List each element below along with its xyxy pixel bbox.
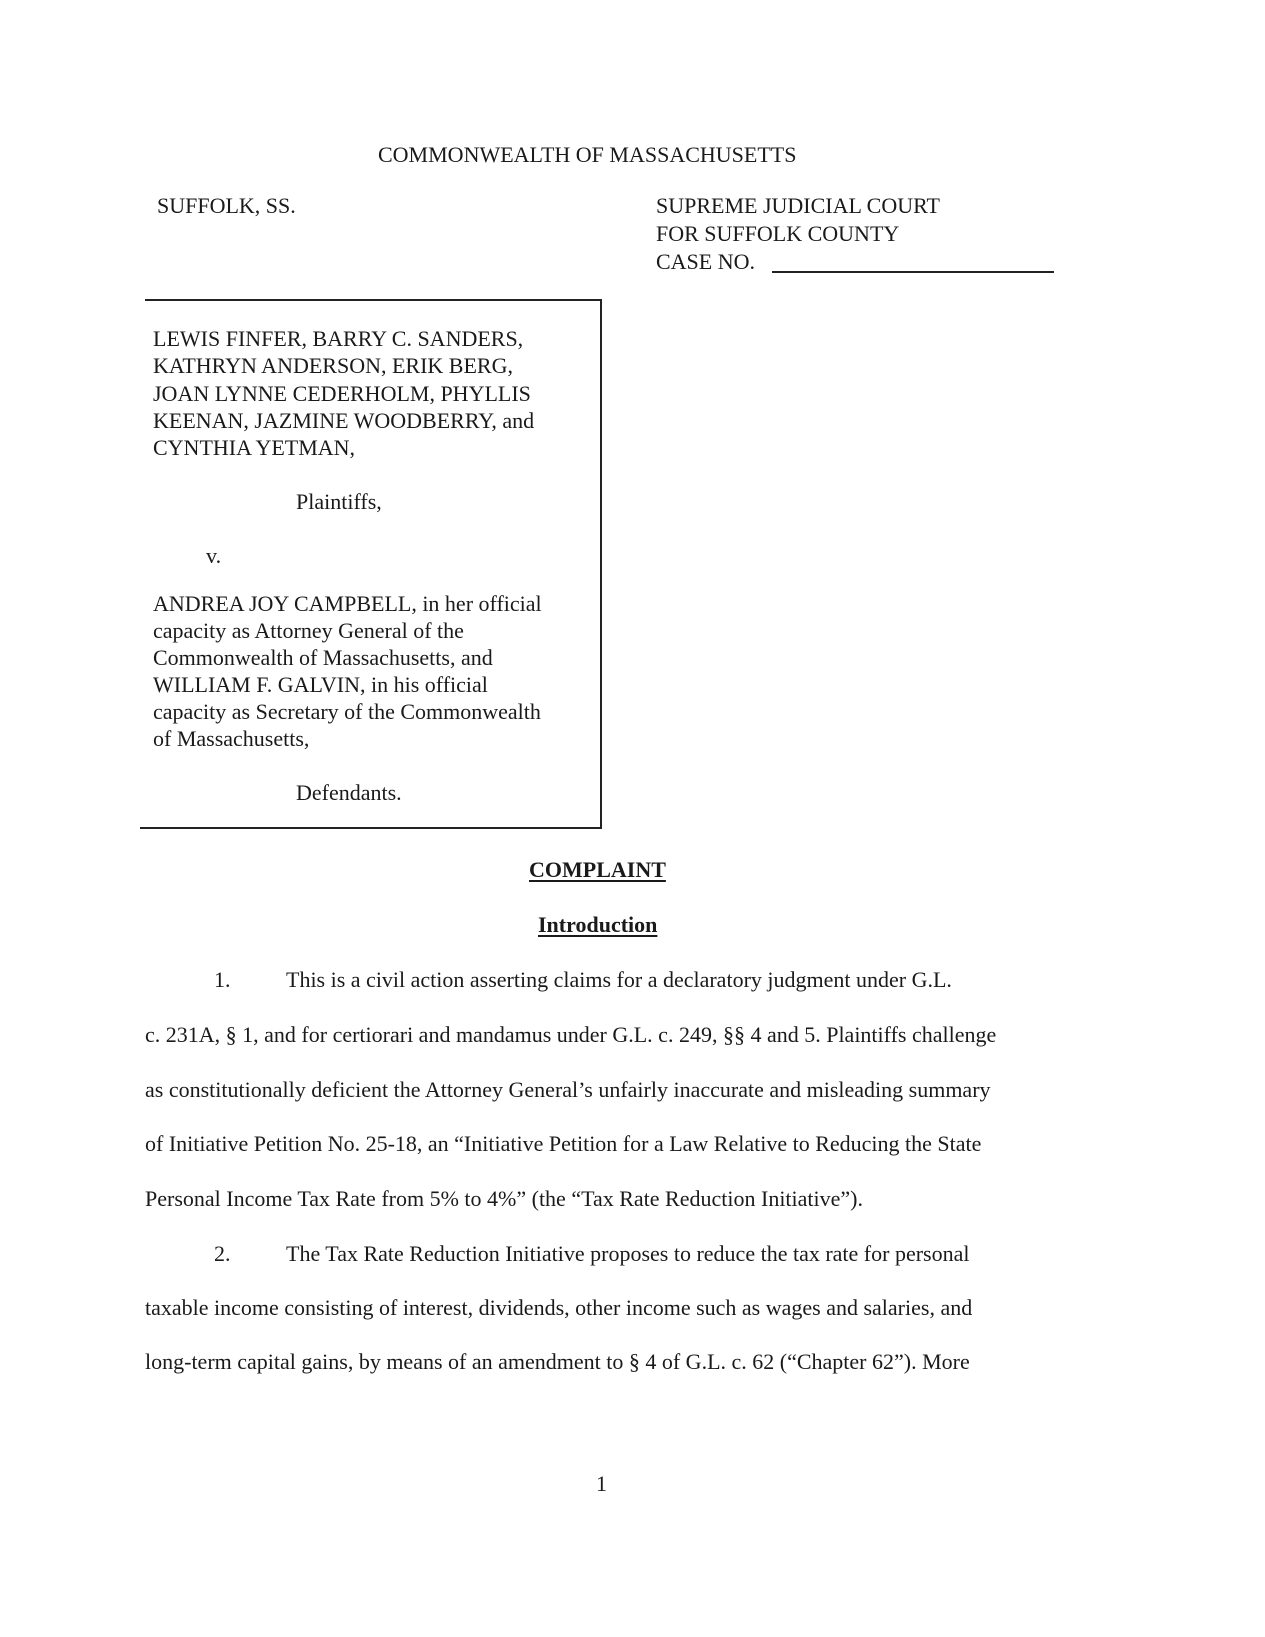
complaint-title: COMPLAINT (529, 857, 666, 882)
court-county: FOR SUFFOLK COUNTY (656, 221, 900, 246)
court-name: SUPREME JUDICIAL COURT (656, 193, 940, 218)
paragraph-line: long-term capital gains, by means of an amendment to § 4 of G.L. c. 62 (“Chapter 62”). More (145, 1349, 970, 1374)
paragraph-number: 1. (214, 967, 231, 992)
caption-top-rule (145, 299, 602, 301)
defendant-line: ANDREA JOY CAMPBELL, in her official (153, 591, 542, 616)
plaintiffs-label: Plaintiffs, (296, 489, 382, 514)
defendant-line: capacity as Attorney General of the (153, 618, 464, 643)
defendant-line: capacity as Secretary of the Commonwealth (153, 699, 541, 724)
defendants-label: Defendants. (296, 780, 402, 805)
paragraph-line: as constitutionally deficient the Attorney General’s unfairly inaccurate and misleading summary (145, 1077, 991, 1102)
plaintiff-line: CYNTHIA YETMAN, (153, 435, 356, 460)
plaintiff-line: KATHRYN ANDERSON, ERIK BERG, (153, 353, 513, 378)
paragraph-number: 2. (214, 1241, 231, 1266)
paragraph-line: taxable income consisting of interest, dividends, other income such as wages and salaries, and (145, 1295, 973, 1320)
caption-right-rule (600, 299, 602, 829)
commonwealth-heading: COMMONWEALTH OF MASSACHUSETTS (378, 142, 797, 167)
caption-bottom-rule (140, 827, 602, 829)
introduction-heading: Introduction (538, 912, 658, 937)
case-number-blank (772, 271, 1054, 273)
case-number-label: CASE NO. (656, 249, 756, 274)
plaintiff-line: LEWIS FINFER, BARRY C. SANDERS, (153, 326, 524, 351)
plaintiff-line: KEENAN, JAZMINE WOODBERRY, and (153, 408, 535, 433)
county-label: SUFFOLK, SS. (157, 193, 296, 218)
defendant-line: WILLIAM F. GALVIN, in his official (153, 672, 488, 697)
paragraph-line: of Initiative Petition No. 25-18, an “Initiative Petition for a Law Relative to Reducing the State (145, 1131, 982, 1156)
defendant-line: of Massachusetts, (153, 726, 310, 751)
paragraph-line: This is a civil action asserting claims for a declaratory judgment under G.L. (286, 967, 952, 992)
plaintiff-line: JOAN LYNNE CEDERHOLM, PHYLLIS (153, 381, 531, 406)
paragraph-line: The Tax Rate Reduction Initiative proposes to reduce the tax rate for personal (286, 1241, 970, 1266)
page-number: 1 (596, 1471, 607, 1496)
paragraph-line: Personal Income Tax Rate from 5% to 4%” (the “Tax Rate Reduction Initiative”). (145, 1186, 863, 1211)
paragraph-line: c. 231A, § 1, and for certiorari and mandamus under G.L. c. 249, §§ 4 and 5. Plaintiffs challenge (145, 1022, 997, 1047)
defendant-line: Commonwealth of Massachusetts, and (153, 645, 493, 670)
versus-label: v. (206, 543, 222, 568)
